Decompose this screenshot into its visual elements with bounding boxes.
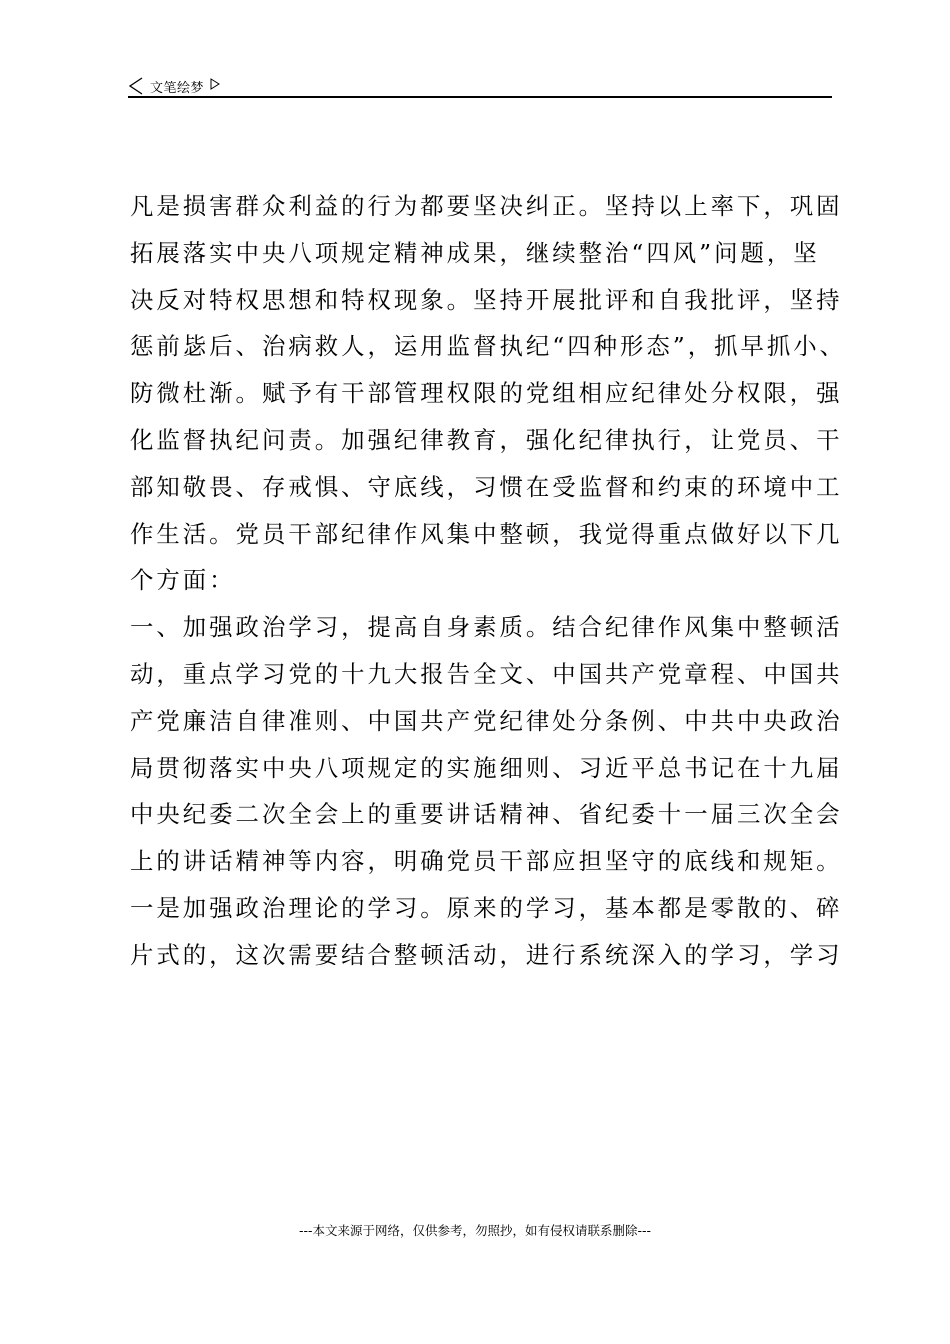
text-line: 凡是损害群众利益的行为都要坚决纠正。坚持以上率下，巩固 [130, 192, 843, 220]
footer-disclaimer: ---本文来源于网络，仅供参考，勿照抄，如有侵权请联系删除--- [298, 1223, 652, 1238]
text-line: 部知敬畏、存戒惧、守底线，习惯在受监督和约束的环境中工 [130, 472, 843, 501]
text-line: 作生活。党员干部纪律作风集中整顿，我觉得重点做好以下几 [130, 519, 843, 548]
text-line: 片式的，这次需要结合整顿活动，进行系统深入的学习，学习 [130, 940, 843, 969]
text-line: 产党廉洁自律准则、中国共产党纪律处分条例、中共中央政治 [130, 706, 843, 735]
text-line: 防微杜渐。赋予有干部管理权限的党组相应纪律处分权限，强 [130, 379, 843, 408]
text-line: 一是加强政治理论的学习。原来的学习，基本都是零散的、碎 [130, 893, 843, 922]
text-line: 惩前毖后、治病救人，运用监督执纪“四种形态”，抓早抓小、 [130, 332, 847, 361]
header-title: 文笔绘梦 [150, 80, 205, 96]
page-header [128, 74, 832, 98]
text-line: 中央纪委二次全会上的重要讲话精神、省纪委十一届三次全会 [130, 800, 843, 829]
text-line: 一、加强政治学习，提高自身素质。结合纪律作风集中整顿活 [130, 613, 843, 642]
text-line: 动，重点学习党的十九大报告全文、中国共产党章程、中国共 [130, 659, 843, 688]
left-triangle-icon [128, 77, 144, 95]
text-line: 拓展落实中央八项规定精神成果，继续整治“四风”问题，坚 [130, 238, 820, 267]
body-text [130, 183, 847, 979]
text-line: 局贯彻落实中央八项规定的实施细则、习近平总书记在十九届 [130, 753, 843, 782]
text-line: 个方面： [130, 566, 236, 595]
text-line: 化监督执纪问责。加强纪律教育，强化纪律执行，让党员、干 [130, 425, 843, 454]
text-line: 上的讲话精神等内容，明确党员干部应担坚守的底线和规矩。 [130, 847, 843, 876]
text-line: 决反对特权思想和特权现象。坚持开展批评和自我批评，坚持 [130, 285, 843, 314]
right-triangle-icon [210, 78, 220, 90]
header-divider [128, 96, 832, 98]
